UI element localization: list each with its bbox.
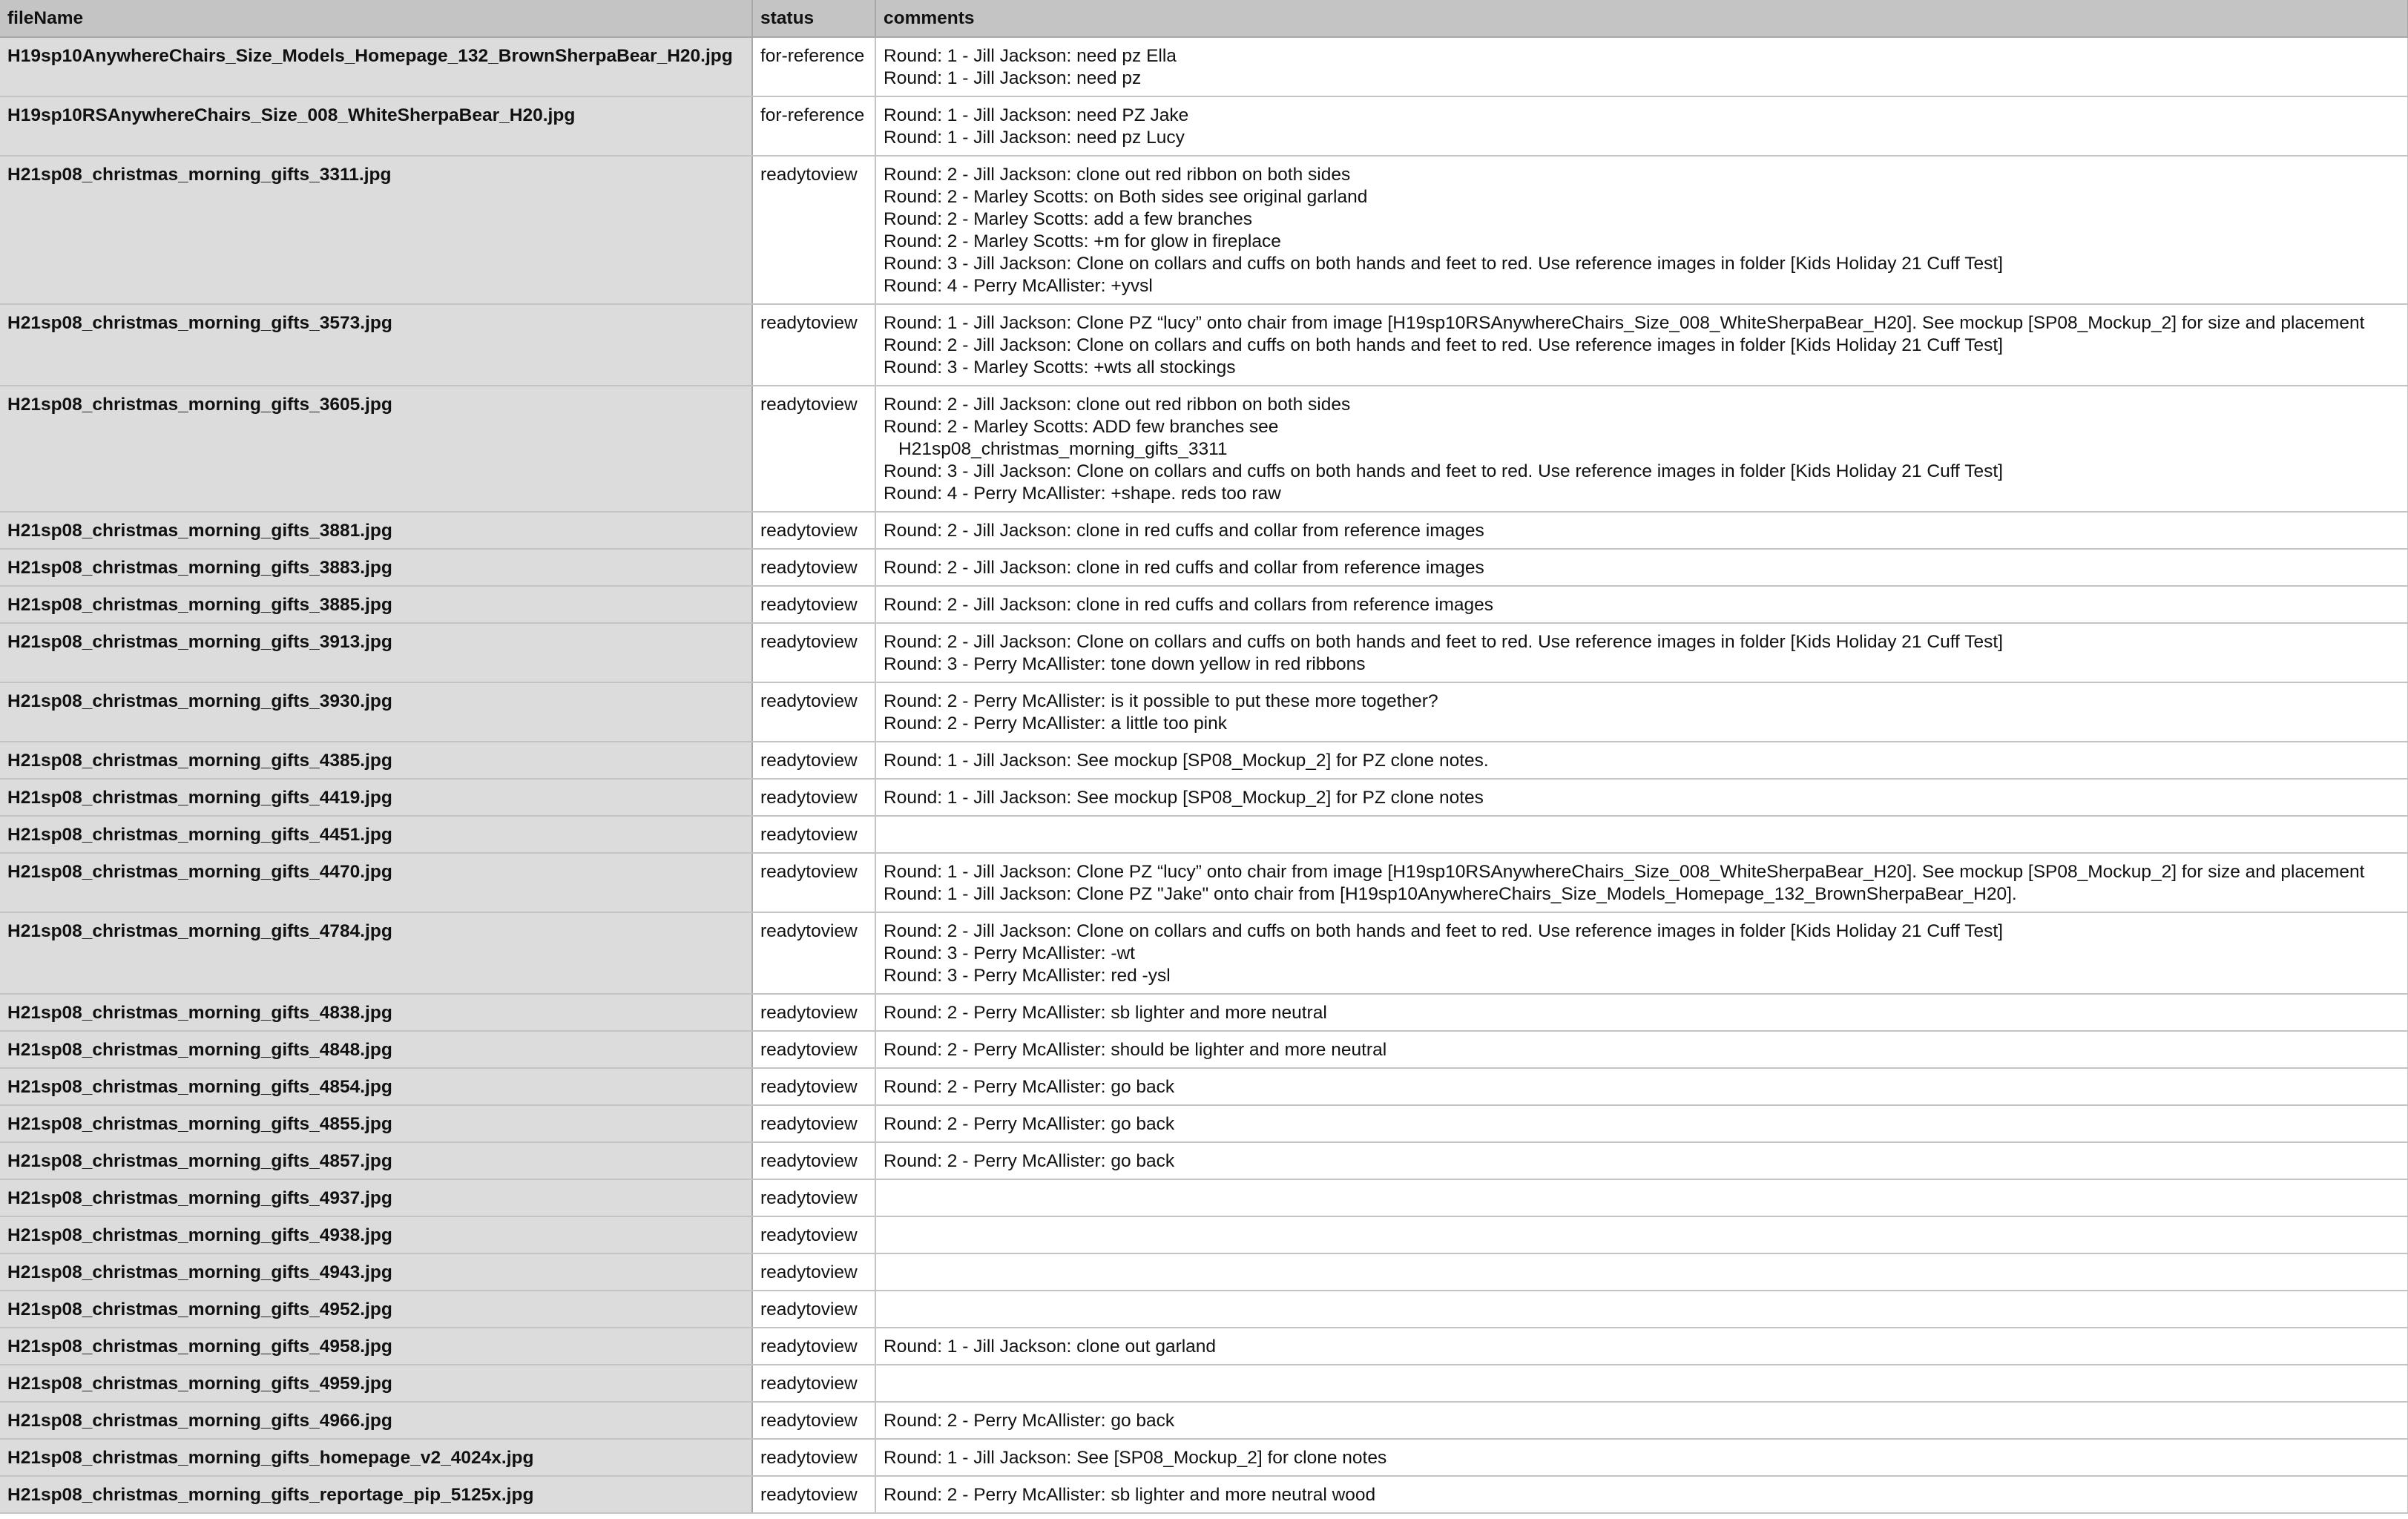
comment-line: Round: 2 - Jill Jackson: clone out red ribbon on both sides bbox=[884, 395, 1351, 415]
filename-cell[interactable]: H21sp08_christmas_morning_gifts_4854.jpg bbox=[0, 1068, 752, 1105]
status-cell[interactable]: for-reference bbox=[752, 96, 875, 156]
comment-line: H21sp08_christmas_morning_gifts_3311 bbox=[898, 439, 1228, 459]
status-cell[interactable]: readytoview bbox=[752, 1253, 875, 1291]
comment-line: Round: 1 - Jill Jackson: need pz Ella bbox=[884, 46, 1177, 66]
comments-cell[interactable] bbox=[875, 512, 2408, 549]
comments-cell[interactable] bbox=[875, 853, 2408, 912]
comment-line: Round: 2 - Perry McAllister: a little too pink bbox=[884, 714, 1227, 734]
comment-line: Round: 4 - Perry McAllister: +yvsl bbox=[884, 276, 1153, 296]
comments-cell[interactable] bbox=[875, 386, 2408, 512]
comment-line: Round: 2 - Perry McAllister: is it possible to put these more together? bbox=[884, 691, 1438, 711]
comments-cell[interactable] bbox=[875, 96, 2408, 156]
filename-cell[interactable]: H21sp08_christmas_morning_gifts_3930.jpg bbox=[0, 682, 752, 742]
table-row[interactable] bbox=[0, 37, 2408, 96]
comment-line: Round: 2 - Perry McAllister: should be lighter and more neutral bbox=[884, 1040, 1387, 1060]
status-cell[interactable]: readytoview bbox=[752, 623, 875, 682]
filename-cell[interactable]: H21sp08_christmas_morning_gifts_4855.jpg bbox=[0, 1105, 752, 1142]
comment-line: Round: 3 - Jill Jackson: Clone on collars and cuffs on both hands and feet to red. Use reference images in folder [Kids Holiday 21 Cuff Test] bbox=[884, 461, 2003, 481]
comments-cell[interactable] bbox=[875, 1365, 2408, 1402]
filename-cell[interactable]: H21sp08_christmas_morning_gifts_3573.jpg bbox=[0, 304, 752, 386]
filename-cell[interactable]: H21sp08_christmas_morning_gifts_4838.jpg bbox=[0, 994, 752, 1031]
table-row[interactable] bbox=[0, 1476, 2408, 1513]
comment-line: Round: 2 - Jill Jackson: clone in red cuffs and collar from reference images bbox=[884, 558, 1484, 578]
comments-cell[interactable] bbox=[875, 1291, 2408, 1328]
status-cell[interactable]: readytoview bbox=[752, 912, 875, 994]
comment-line: Round: 3 - Perry McAllister: red -ysl bbox=[884, 966, 1171, 986]
comments-cell[interactable] bbox=[875, 1476, 2408, 1513]
comments-cell[interactable] bbox=[875, 1216, 2408, 1253]
comment-line: Round: 2 - Jill Jackson: Clone on collars and cuffs on both hands and feet to red. Use reference images in folder [Kids Holiday 21 Cuff Test] bbox=[884, 921, 2003, 941]
comments-cell[interactable] bbox=[875, 682, 2408, 742]
status-cell[interactable]: readytoview bbox=[752, 816, 875, 853]
table-row[interactable] bbox=[0, 1142, 2408, 1179]
status-cell[interactable]: readytoview bbox=[752, 549, 875, 586]
status-cell[interactable]: readytoview bbox=[752, 304, 875, 386]
comments-cell[interactable] bbox=[875, 304, 2408, 386]
status-cell[interactable]: readytoview bbox=[752, 1291, 875, 1328]
column-header-filename[interactable]: fileName bbox=[0, 0, 752, 37]
table-row[interactable] bbox=[0, 586, 2408, 623]
status-cell[interactable]: readytoview bbox=[752, 779, 875, 816]
comment-line: Round: 2 - Perry McAllister: go back bbox=[884, 1077, 1175, 1097]
comments-cell[interactable] bbox=[875, 779, 2408, 816]
filename-cell[interactable]: H21sp08_christmas_morning_gifts_reportage_pip_5125x.jpg bbox=[0, 1476, 752, 1513]
comment-line: Round: 2 - Perry McAllister: sb lighter and more neutral bbox=[884, 1003, 1327, 1023]
filename-cell[interactable]: H21sp08_christmas_morning_gifts_3883.jpg bbox=[0, 549, 752, 586]
comments-cell[interactable] bbox=[875, 1068, 2408, 1105]
table-row[interactable] bbox=[0, 304, 2408, 386]
status-cell[interactable]: for-reference bbox=[752, 37, 875, 96]
status-cell[interactable]: readytoview bbox=[752, 1216, 875, 1253]
comment-line: Round: 2 - Perry McAllister: sb lighter and more neutral wood bbox=[884, 1485, 1376, 1505]
table-row[interactable] bbox=[0, 1328, 2408, 1365]
comment-line: Round: 1 - Jill Jackson: need PZ Jake bbox=[884, 105, 1189, 125]
comment-line: Round: 1 - Jill Jackson: Clone PZ “lucy” onto chair from image [H19sp10RSAnywhereChairs_Size_008_WhiteSherpaBear_H20]. See mockup [SP08_Mockup_2] for size and placement bbox=[884, 862, 2365, 882]
table-row[interactable] bbox=[0, 549, 2408, 586]
table-row[interactable] bbox=[0, 512, 2408, 549]
table-row[interactable] bbox=[0, 1253, 2408, 1291]
table-row[interactable] bbox=[0, 96, 2408, 156]
filename-cell[interactable]: H21sp08_christmas_morning_gifts_4958.jpg bbox=[0, 1328, 752, 1365]
status-cell[interactable]: readytoview bbox=[752, 994, 875, 1031]
comment-line: Round: 2 - Marley Scotts: ADD few branches see bbox=[884, 417, 1279, 437]
status-cell[interactable]: readytoview bbox=[752, 1105, 875, 1142]
filename-cell[interactable]: H21sp08_christmas_morning_gifts_4966.jpg bbox=[0, 1402, 752, 1439]
filename-cell[interactable]: H21sp08_christmas_morning_gifts_4385.jpg bbox=[0, 742, 752, 779]
filename-cell[interactable]: H21sp08_christmas_morning_gifts_4848.jpg bbox=[0, 1031, 752, 1068]
filename-cell[interactable]: H21sp08_christmas_morning_gifts_3885.jpg bbox=[0, 586, 752, 623]
status-cell[interactable]: readytoview bbox=[752, 386, 875, 512]
comments-cell[interactable] bbox=[875, 1439, 2408, 1476]
comment-line: Round: 2 - Jill Jackson: clone out red ribbon on both sides bbox=[884, 165, 1351, 185]
status-cell[interactable]: readytoview bbox=[752, 682, 875, 742]
comment-line: Round: 2 - Marley Scotts: +m for glow in fireplace bbox=[884, 231, 1281, 251]
table-body bbox=[0, 37, 2408, 1513]
filename-cell[interactable]: H21sp08_christmas_morning_gifts_4451.jpg bbox=[0, 816, 752, 853]
table-row[interactable] bbox=[0, 386, 2408, 512]
table-row[interactable] bbox=[0, 779, 2408, 816]
filename-cell[interactable]: H19sp10AnywhereChairs_Size_Models_Homepage_132_BrownSherpaBear_H20.jpg bbox=[0, 37, 752, 96]
comments-cell[interactable] bbox=[875, 1105, 2408, 1142]
table-row[interactable] bbox=[0, 1439, 2408, 1476]
comments-cell[interactable] bbox=[875, 37, 2408, 96]
status-cell[interactable]: readytoview bbox=[752, 1476, 875, 1513]
comment-line: Round: 1 - Jill Jackson: Clone PZ "Jake" onto chair from [H19sp10AnywhereChairs_Size_Models_Homepage_132_BrownSherpaBear_H20]. bbox=[884, 884, 2017, 904]
header-row bbox=[0, 0, 2408, 37]
filename-cell[interactable]: H21sp08_christmas_morning_gifts_homepage_v2_4024x.jpg bbox=[0, 1439, 752, 1476]
comment-line: Round: 2 - Marley Scotts: add a few branches bbox=[884, 209, 1253, 229]
comments-cell[interactable] bbox=[875, 549, 2408, 586]
table-row[interactable] bbox=[0, 1068, 2408, 1105]
comment-line: Round: 2 - Jill Jackson: clone in red cuffs and collar from reference images bbox=[884, 521, 1484, 541]
table-row[interactable] bbox=[0, 156, 2408, 304]
status-cell[interactable]: readytoview bbox=[752, 512, 875, 549]
status-cell[interactable]: readytoview bbox=[752, 586, 875, 623]
table-row[interactable] bbox=[0, 853, 2408, 912]
comment-line: Round: 2 - Perry McAllister: go back bbox=[884, 1411, 1175, 1431]
table-row[interactable] bbox=[0, 1105, 2408, 1142]
comment-line: Round: 1 - Jill Jackson: Clone PZ “lucy” onto chair from image [H19sp10RSAnywhereChairs_Size_008_WhiteSherpaBear_H20]. See mockup [SP08_Mockup_2] for size and placement bbox=[884, 313, 2365, 333]
table-row[interactable] bbox=[0, 1291, 2408, 1328]
comments-cell[interactable] bbox=[875, 1253, 2408, 1291]
comment-line: Round: 2 - Jill Jackson: Clone on collars and cuffs on both hands and feet to red. Use reference images in folder [Kids Holiday 21 Cuff Test] bbox=[884, 632, 2003, 652]
comments-cell[interactable] bbox=[875, 1031, 2408, 1068]
status-cell[interactable]: readytoview bbox=[752, 1402, 875, 1439]
comments-cell[interactable] bbox=[875, 816, 2408, 853]
filename-cell[interactable]: H21sp08_christmas_morning_gifts_4419.jpg bbox=[0, 779, 752, 816]
comment-line: Round: 1 - Jill Jackson: need pz bbox=[884, 68, 1142, 88]
status-cell[interactable]: readytoview bbox=[752, 156, 875, 304]
column-header-comments[interactable]: comments bbox=[875, 0, 2408, 37]
comment-line: Round: 3 - Jill Jackson: Clone on collars and cuffs on both hands and feet to red. Use reference images in folder [Kids Holiday 21 Cuff Test] bbox=[884, 254, 2003, 274]
comments-cell[interactable] bbox=[875, 623, 2408, 682]
status-cell[interactable]: readytoview bbox=[752, 1031, 875, 1068]
comment-line: Round: 2 - Perry McAllister: go back bbox=[884, 1151, 1175, 1171]
filename-cell[interactable]: H21sp08_christmas_morning_gifts_3311.jpg bbox=[0, 156, 752, 304]
filename-cell[interactable]: H21sp08_christmas_morning_gifts_4784.jpg bbox=[0, 912, 752, 994]
filename-cell[interactable]: H19sp10RSAnywhereChairs_Size_008_WhiteSherpaBear_H20.jpg bbox=[0, 96, 752, 156]
filename-cell[interactable]: H21sp08_christmas_morning_gifts_4938.jpg bbox=[0, 1216, 752, 1253]
filename-cell[interactable]: H21sp08_christmas_morning_gifts_3913.jpg bbox=[0, 623, 752, 682]
status-cell[interactable]: readytoview bbox=[752, 1328, 875, 1365]
comment-line: Round: 2 - Jill Jackson: Clone on collars and cuffs on both hands and feet to red. Use reference images in folder [Kids Holiday 21 Cuff Test] bbox=[884, 335, 2003, 355]
table-row[interactable] bbox=[0, 994, 2408, 1031]
table-row[interactable] bbox=[0, 682, 2408, 742]
comments-cell[interactable] bbox=[875, 1402, 2408, 1439]
table-row[interactable] bbox=[0, 912, 2408, 994]
table-row[interactable] bbox=[0, 1216, 2408, 1253]
comment-line: Round: 2 - Jill Jackson: clone in red cuffs and collars from reference images bbox=[884, 595, 1494, 615]
comments-cell[interactable] bbox=[875, 586, 2408, 623]
table-row[interactable] bbox=[0, 1031, 2408, 1068]
comment-line: Round: 1 - Jill Jackson: See mockup [SP08_Mockup_2] for PZ clone notes. bbox=[884, 751, 1489, 771]
table-row[interactable] bbox=[0, 742, 2408, 779]
comment-line: Round: 4 - Perry McAllister: +shape. reds too raw bbox=[884, 484, 1281, 504]
comment-line: Round: 1 - Jill Jackson: See mockup [SP08_Mockup_2] for PZ clone notes bbox=[884, 788, 1484, 808]
filename-cell[interactable]: H21sp08_christmas_morning_gifts_4952.jpg bbox=[0, 1291, 752, 1328]
table-row[interactable] bbox=[0, 1179, 2408, 1216]
comment-line: Round: 2 - Perry McAllister: go back bbox=[884, 1114, 1175, 1134]
comments-cell[interactable] bbox=[875, 912, 2408, 994]
comments-cell[interactable] bbox=[875, 1328, 2408, 1365]
comment-line: Round: 1 - Jill Jackson: need pz Lucy bbox=[884, 128, 1185, 148]
comments-cell[interactable] bbox=[875, 1179, 2408, 1216]
status-cell[interactable]: readytoview bbox=[752, 853, 875, 912]
table-row[interactable] bbox=[0, 623, 2408, 682]
filename-cell[interactable]: H21sp08_christmas_morning_gifts_3881.jpg bbox=[0, 512, 752, 549]
comment-line: Round: 3 - Marley Scotts: +wts all stockings bbox=[884, 357, 1236, 378]
status-cell[interactable]: readytoview bbox=[752, 1142, 875, 1179]
comments-cell[interactable] bbox=[875, 1142, 2408, 1179]
table-row[interactable] bbox=[0, 1402, 2408, 1439]
column-header-status[interactable]: status bbox=[752, 0, 875, 37]
comment-line: Round: 3 - Perry McAllister: -wt bbox=[884, 943, 1135, 963]
table-row[interactable] bbox=[0, 816, 2408, 853]
filename-cell[interactable]: H21sp08_christmas_morning_gifts_4937.jpg bbox=[0, 1179, 752, 1216]
comment-line: Round: 3 - Perry McAllister: tone down yellow in red ribbons bbox=[884, 654, 1366, 674]
filename-cell[interactable]: H21sp08_christmas_morning_gifts_3605.jpg bbox=[0, 386, 752, 512]
comment-line: Round: 1 - Jill Jackson: See [SP08_Mockup_2] for clone notes bbox=[884, 1448, 1387, 1468]
filename-cell[interactable]: H21sp08_christmas_morning_gifts_4470.jpg bbox=[0, 853, 752, 912]
filename-cell[interactable]: H21sp08_christmas_morning_gifts_4943.jpg bbox=[0, 1253, 752, 1291]
status-cell[interactable]: readytoview bbox=[752, 1365, 875, 1402]
comments-cell[interactable] bbox=[875, 156, 2408, 304]
comment-line: Round: 2 - Marley Scotts: on Both sides see original garland bbox=[884, 187, 1368, 207]
status-cell[interactable]: readytoview bbox=[752, 742, 875, 779]
filename-cell[interactable]: H21sp08_christmas_morning_gifts_4959.jpg bbox=[0, 1365, 752, 1402]
table-row[interactable] bbox=[0, 1365, 2408, 1402]
status-cell[interactable]: readytoview bbox=[752, 1068, 875, 1105]
status-cell[interactable]: readytoview bbox=[752, 1439, 875, 1476]
status-cell[interactable]: readytoview bbox=[752, 1179, 875, 1216]
filename-cell[interactable]: H21sp08_christmas_morning_gifts_4857.jpg bbox=[0, 1142, 752, 1179]
comments-cell[interactable] bbox=[875, 742, 2408, 779]
comment-line: Round: 1 - Jill Jackson: clone out garland bbox=[884, 1337, 1217, 1357]
comments-cell[interactable] bbox=[875, 994, 2408, 1031]
